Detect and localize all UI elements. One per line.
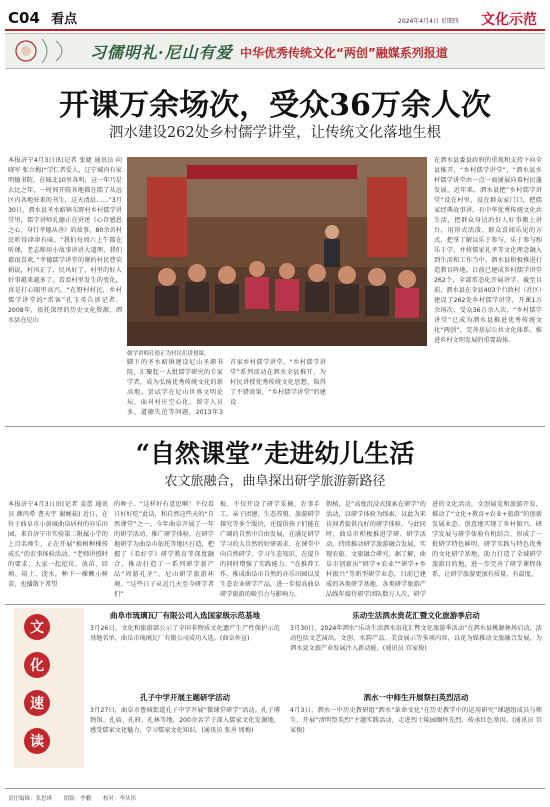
article1-headline: 开课万余场次，受众36万余人次 [59,88,491,123]
article2-column2: 的种子。“这样好有意思啊！不仅看日好好吃”此话，和自然这些天的“自然课堂”之一。今年曲阜开展了一年的研学活动，推广研学体验，在研学地研学为曲阜市依托等地区打造，把握了《看好学》研学教育等深度融合，推动打造了一系列研学新产品“周游孔圣”，尼山研学旅游环境。“这些日子从近几天至今研学者们” [114,501,214,598]
brief1-body: 3月26日，文化和旅游部公示了全国非物质文化遗产生产性保护示范基地名单，曲阜市琉璃瓦厂有限公司成功入选。(曲阜外宣) [90,625,280,642]
brief4-body: 4月3日，泗水一中历史教研组“泗水”革命文化“在历史教学中的运用研究”课题组成员与师生，开展“清明祭英烈”主题实践活动，走进烈士陵园缅怀先烈，传承红色基因。(通讯员 宫家俊) [290,707,542,734]
brief4-title: 泗水一中师生开展祭扫英烈活动 [363,693,469,702]
article2-column3: 植，不仅开设了研学采摘、农事手工、亲子团建、生态养殖、旅游研学探究等多个版块，还提供孩子们能在广阔的自然中自由发展，在满足研学学习的大自然的好研需求，在课堂中向自然研学，学习生态知识，在提升的同时增强了实践能力。“在推荐工作，推成曲阜市自然的亦乐田园以及生态农业研学产品，进一步提高曲阜研学旅游的吸引力与影响力。 [220,501,320,598]
article2-column1: 本报济宁4月3日讯(记者 姜蕾 通讯员 颜丙希 曹天宇 谢婉茹) 近日，在位于曲阜市小黄城曲阜居村的亦乐田园，来自济宁市实验第二附属小学的上百名师生，正在开展“植树种棵传成长”的农事体验活动。“老师讲授时的要求，大家一起挖坑、放苗、回填、培土、浇水，种下一棵颗小树苗，也播散下希望 [8,501,108,588]
banner-title: 中华优秀传统文化“两创”融媒系列报道 [240,46,448,60]
article-divider [5,426,545,427]
sidebar-char-1: 文 [24,614,50,640]
lantern-decoration-icon [12,35,84,67]
article1-column1: 本报济宁4月3日讯(记者 张婕 通讯员 向晓军 张立梅)“学仁者爱人，辽宁城内有家明德书院，在城北10里各明，这一年乃是大比之年，一时间开院各地都在儒了从远区内各地驻来的书生，这天清晨……”3月30日，泗水县圣水峪镇东野村乡村儒学讲堂里，儒学讲师孔德正在讲述《心存感恩之心，身行孝德从善》的故事，80余名村民听得津津有味。“我们每周六上午都在听课，老志师用小故事讲讲大道理，我们都很喜欢。”孝德儒学讲堂的课的村民曹荣娟说，村风正了，民风好了，村里的好人好事越来越多了。看看村里发生的变化，真是打心眼里高兴。“在野村村民，乡村儒学讲堂的“常客”孔玉英告诉记者。2008年，依托深厚的历史文化资源，泗水县在尼山 [8,157,122,324]
footer-divider [5,788,545,789]
article2-subheadline: 农文旅融合，曲阜探出研学旅游新路径 [164,474,386,489]
credit-proof: 校对：李从伟 [103,796,137,802]
credit-layout: 组版：李鹏 [63,796,92,802]
header-rule [5,29,545,31]
article2-headline: “自然课堂”走进幼儿生活 [135,439,415,468]
credits-footer [8,794,136,802]
article1-column4: 在泗水县委县政府的重视和支持下向全县推开，“乡村儒学讲堂”，“泗水县乡村儒学讲堂由一点一面铺展向着村民蓬发展。近年来，泗水县把“乡村儒学讲堂”设在村里，设在群众家门口，把儒家经典故事讲、有中华优秀传统文化共生活，把群众身边的好人好事搬上讲台，用形式活泼、群众喜闻乐见的方式，把拿了解以乐于参与，乐于参与和乐于学，并将儒家礼孝等文化理念融入到生活和工作当中。泗水县积极推进打造教育阵地，目前已建成乡村儒学讲堂262个，全部常态化开展讲学。截至目前，泗水县在全县403个行政村（社区）建设了262处乡村儒学讲堂，开课1万余场次，受众36万余人次。“乡村儒学讲堂”已成为泗水县推进优秀传统文化“两创”、完善基层公共文化体系、推进乡村文明发展的重要载体。 [434,157,542,344]
brief2-body: 3月27日，曲阜市鲁城街道孔子中学开展“微课堂研学”活动。孔子博物馆、孔庙、孔府、孔林等地，200余名学子深入儒家文化发源地，感受儒家文化魅力，学习儒家文化知识。(通讯员 张善 周梅) [90,707,280,734]
classroom-photo-icon [127,157,427,346]
sidebar-char-3: 速 [24,690,50,716]
brief3-title: 乐动生活泗水贵花汇暨文化旅游季启动 [352,611,480,620]
sidebar-char-4: 读 [24,728,50,754]
article2-column4: 假植，是“高度沉浸式探索在研学”的活动，以研学体验为线索，以此为来访问者提供良好的研学体验。与此同时，曲阜市积极推进学研、研学活动，持续推动研学旅游融合发展，实现农旅、文旅融合研究。据了解，曲阜市创新出“研学+农业”“研学+乡村振兴”等新型研学业态，目前已建成的各类研学基地，各类研学旅游产品线年接待研学团队数万人次，研学 [326,501,426,598]
briefs-divider [5,604,545,605]
banner-slogan: 习儒明礼·尼山有爱 [90,43,233,62]
section-brand: 文化示范 [481,12,537,28]
credit-editor: 责任编辑：张思琪 [8,796,53,802]
brief1-title: 曲阜市琉璃瓦厂有限公司入选国家级示范基地 [110,611,260,620]
brief2-title: 孔子中学开展主题研学活动 [140,693,230,702]
photo-caption: 儒学讲师孔德正为村民们讲授课。 [127,351,210,357]
article1-column3b: 首家乡村儒学讲堂。“乡村儒学讲堂”系列活动在泗水全县推开，为村民讲授优秀传统文化思想，取得了不错效果，“乡村儒学讲堂”的建设 [230,359,326,406]
article1-column3a: 脚下的圣水峪镇建设尼山圣源书院，汇聚起一大批儒学研究的专家学者，成为弘扬优秀传统文化的新高地。尝试学在尼山世界文明论坛，面对村庄空心化、留守人员多、道德失范等问题，2013年3 [127,359,223,416]
article1-photo [127,157,427,346]
brief3-body: 3月30日，2024年泗水“乐动生活泗水贵花汇暨文化旅游季活动”在泗水县桃源林场启动，活动包括文艺演出、文创、水韵产品、美食展示等多项内容，以花为媒推动文旅融合发展，为泗水县文旅产业发展注入新动能。(通讯员 宫家俊) [290,625,542,652]
section-name: 看点 [51,12,78,27]
issue-date: 2024年4月4日 星期四 [398,18,459,25]
article1-subheadline: 泗水建设262处乡村儒学讲堂，让传统文化落地生根 [108,125,442,141]
article2-column5: 进的文化活动，文创展览和旅游开发，推动了“文化+教育+农业+旅游”的创新发展业态，创意地实现了乡村振兴。研学发展与研学体验有机结合，形成了一批研学特色鲜明，研学实践与特色优秀的文化研学基地，助力打造了全域研学旅游目的地，进一步完善了研学课程体系，让研学旅游更加有质量、有温度。 [432,501,542,578]
page-number: C04 看点 [8,9,78,27]
sidebar-char-2: 化 [24,652,50,678]
